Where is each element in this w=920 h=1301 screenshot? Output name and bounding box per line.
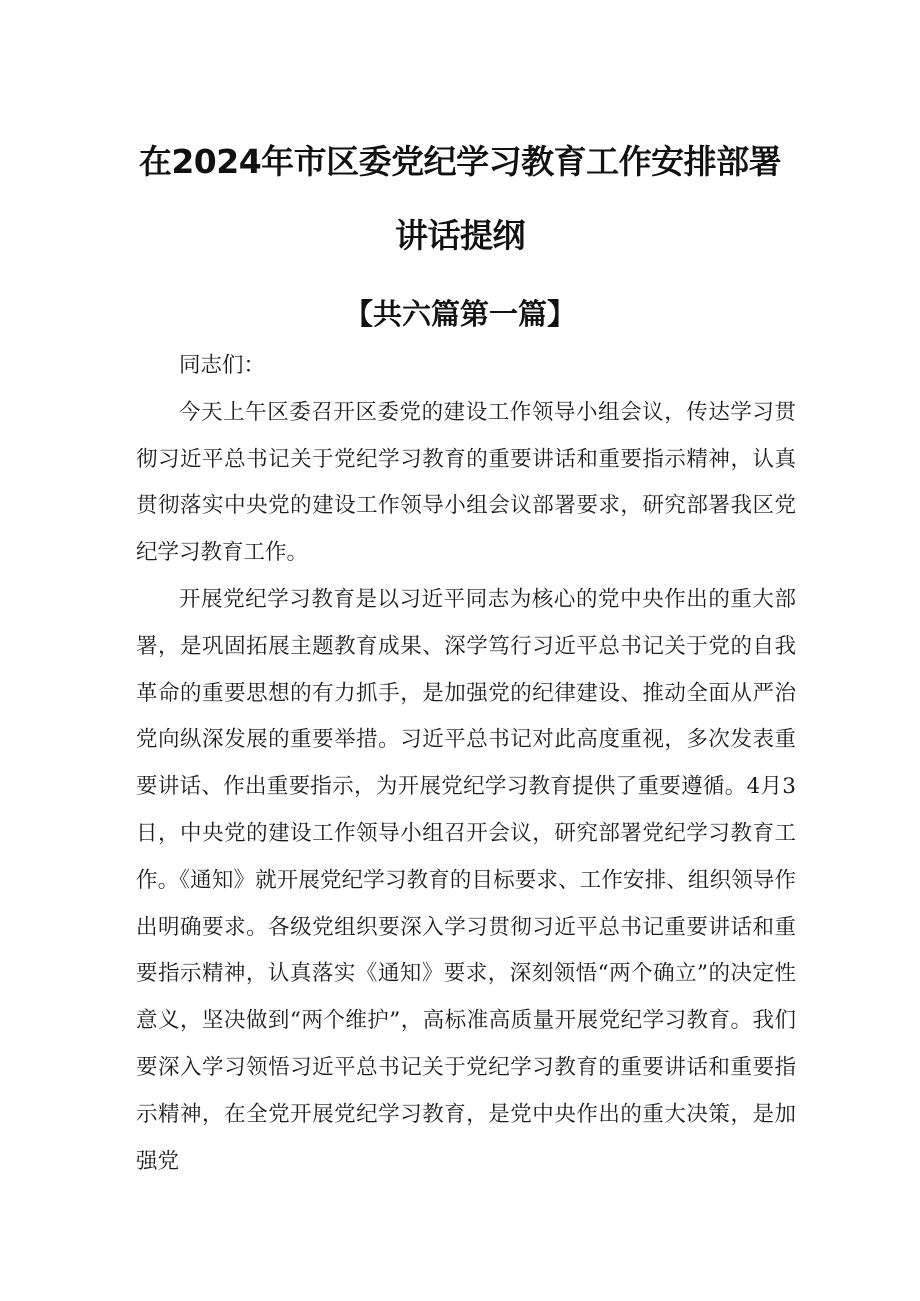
document-title-line-2: 讲话提纲 — [395, 216, 525, 255]
document-body — [136, 343, 796, 1185]
document-subtitle: 【共六篇第一篇】 — [343, 297, 576, 331]
document-title-line-1: 在2024年市区委党纪学习教育工作安排部署 — [138, 142, 782, 181]
paragraph-1: 今天上午区委召开区委党的建设工作领导小组会议，传达学习贯彻习近平总书记关于党纪学习教育的重要讲话和重要指示精神，认真贯彻落实中央党的建设工作领导小组会议部署要求，研究部署我区党纪学习教育工作。 — [136, 399, 796, 566]
paragraph-2: 开展党纪学习教育是以习近平同志为核心的党中央作出的重大部署，是巩固拓展主题教育成果、深学笃行习近平总书记关于党的自我革命的重要思想的有力抓手，是加强党的纪律建设、推动全面从严治党向纵深发展的重要举措。习近平总书记对此高度重视，多次发表重要讲话、作出重要指示，为开展党纪学习教育提供了重要遵循。4月3日，中央党的建设工作领导小组召开会议，研究部署党纪学习教育工作。《通知》就开展党纪学习教育的目标要求、工作安排、组织领导作出明确要求。各级党组织要深入学习贯彻习近平总书记重要讲话和重要指示精神，认真落实《通知》要求，深刻领悟“两个确立”的决定性意义，坚决做到“两个维护”，高标准高质量开展党纪学习教育。我们要深入学习领悟习近平总书记关于党纪学习教育的重要讲话和重要指示精神，在全党开展党纪学习教育，是党中央作出的重大决策，是加强党 — [136, 586, 796, 1174]
salutation: 同志们： — [179, 353, 266, 378]
